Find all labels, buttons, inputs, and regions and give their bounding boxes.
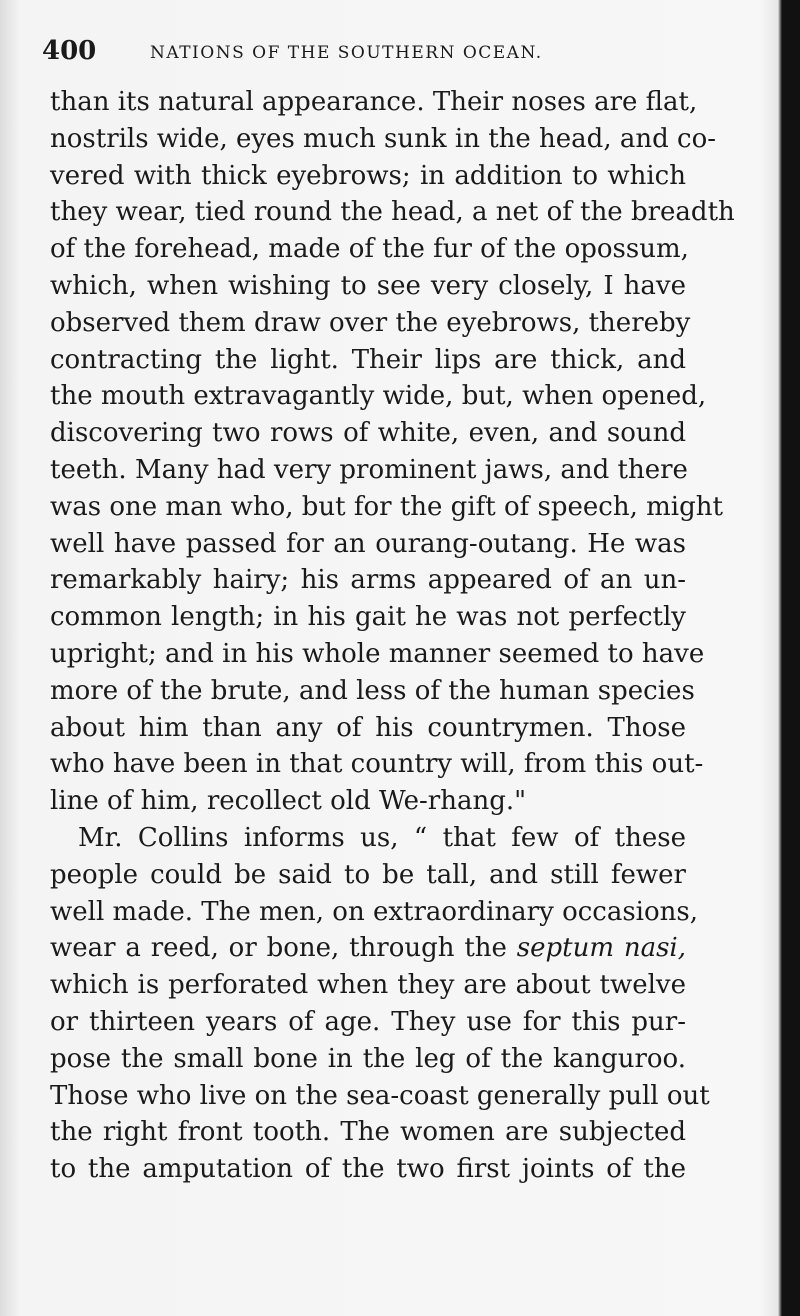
text-line: the mouth extravagantly wide, but, when opened, — [50, 381, 707, 412]
text-line: vered with thick eyebrows; in addition to which — [50, 160, 686, 191]
italic-phrase: septum nasi, — [516, 933, 686, 964]
running-head: NATIONS OF THE SOUTHERN OCEAN. — [150, 43, 543, 63]
text-line: observed them draw over the eyebrows, thereby — [50, 307, 691, 338]
text-line: well have passed for an ourang-outang. He was — [50, 528, 686, 559]
text-line: remarkably hairy; his arms appeared of an un- — [50, 565, 686, 596]
text-line: upright; and in his whole manner seemed to have — [50, 638, 705, 669]
text-line: than its natural appearance. Their noses are flat, — [50, 87, 698, 117]
text-line: line of him, recollect old We-rhang." — [50, 786, 527, 817]
text-line: pose the small bone in the leg of the kanguroo. — [50, 1043, 686, 1074]
text-line: they wear, tied round the head, a net of the breadth — [50, 197, 735, 228]
text-line: contracting the light. Their lips are thick, and — [50, 344, 686, 375]
text-line: Those who live on the sea-coast generally pull out — [50, 1080, 710, 1111]
text-line: nostrils wide, eyes much sunk in the head, and co- — [50, 123, 717, 154]
page-number: 400 — [42, 36, 97, 66]
text-line: well made. The men, on extraordinary occasions, — [50, 896, 699, 927]
text-line: more of the brute, and less of the human species — [50, 675, 695, 706]
text-line: of the forehead, made of the fur of the opossum, — [50, 234, 689, 265]
paragraph-start-line: Mr. Collins informs us, “ that few of these — [78, 822, 686, 853]
text-line: to the amputation of the two first joints of the — [50, 1154, 686, 1185]
page-header — [40, 36, 740, 76]
text-line: people could be said to be tall, and still fewer — [50, 859, 686, 890]
text-line: the right front tooth. The women are subjected — [50, 1117, 686, 1148]
text-line: discovering two rows of white, even, and sound — [50, 418, 686, 449]
text-line: which is perforated when they are about twelve — [50, 970, 686, 1001]
text-line: was one man who, but for the gift of speech, might — [50, 491, 723, 522]
text-line: about him than any of his countrymen. Those — [50, 712, 686, 743]
text-line-with-italic — [50, 930, 686, 967]
text-line: teeth. Many had very prominent jaws, and there — [50, 454, 688, 485]
text-line: common length; in his gait he was not perfectly — [50, 602, 686, 633]
text-segment: wear a reed, or bone, through the — [50, 933, 517, 964]
text-line: or thirteen years of age. They use for this pur- — [50, 1006, 686, 1037]
text-line: who have been in that country will, from this out- — [50, 749, 704, 780]
body-text — [50, 84, 735, 1188]
text-line: which, when wishing to see very closely, I have — [50, 270, 686, 301]
